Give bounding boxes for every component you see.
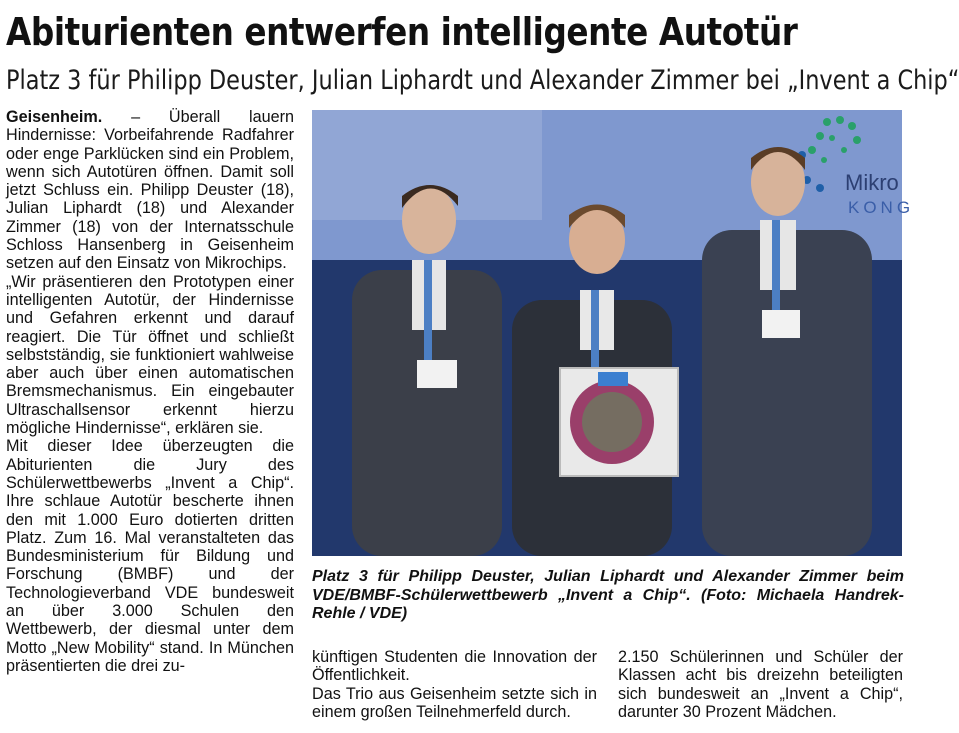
paragraph-1 <box>6 108 294 273</box>
article-column-1 <box>6 108 294 675</box>
headline: Abiturienten entwerfen intelligente Autotür <box>6 10 798 54</box>
col2-paragraph-1: künftigen Studenten die Innovation der Öffentlichkeit. <box>312 648 597 685</box>
photo-caption: Platz 3 für Philipp Deuster, Julian Liphardt und Alexander Zimmer beim VDE/BMBF-Schülerwettbewerb „Invent a Chip“. (Foto: Michaela Handrek-Rehle / VDE) <box>312 568 904 622</box>
paragraph-3: Mit dieser Idee überzeugten die Abiturienten die Jury des Schülerwettbewerbs „Invent a Chip“. Ihre schlaue Autotür bescherte ihnen den mit 1.000 Euro dotierten dritten Platz. Zum 16. Mal veranstalteten das Bundesministerium für Bildung und Forschung (BMBF) und der Technologieverband VDE bundesweit an über 3.000 Schulen den Wettbewerb, der diesmal unter dem Motto „New Mobility“ stand. In München präsentierten die drei zu- <box>6 437 294 675</box>
backdrop-text-1: Mikro <box>845 170 899 195</box>
paragraph-1-text: – Überall lauern Hindernisse: Vorbeifahrende Radfahrer oder enge Parklücken sind ein Problem, wenn sich Autotüren öffnen. Damit soll jetzt Schluss ein. Philipp Deuster (18), Julian Liphardt (18) und Alexander Zimmer (18) von der Internatsschule Schloss Hansenberg in Geisenheim setzen auf den Einsatz von Mikrochips. <box>6 108 295 273</box>
paragraph-2: „Wir präsentieren den Prototypen einer intelligenten Autotür, der Hindernisse und Gefahren erkennt und darauf reagiert. Die Tür öffnet und schließt selbstständig, sie funktioniert wahlweise aber auch über einen automatischen Bremsmechanismus. Ein eingebauter Ultraschallsensor erkennt hierzu mögliche Hindernisse“, erklären sie. <box>6 272 294 438</box>
article-photo <box>312 110 915 556</box>
backdrop-text-2: KONG <box>848 198 915 217</box>
col3-paragraph-1: 2.150 Schülerinnen und Schüler der Klassen acht bis dreizehn beteiligten sich bundesweit an „Invent a Chip“, darunter 30 Prozent Mädchen. <box>618 648 903 721</box>
article-column-3 <box>618 648 903 721</box>
photo-illustration <box>312 110 915 556</box>
col2-paragraph-2: Das Trio aus Geisenheim setzte sich in einem großen Teilnehmerfeld durch. <box>312 684 597 721</box>
subheadline: Platz 3 für Philipp Deuster, Julian Liphardt und Alexander Zimmer bei „Invent a Chip“ <box>6 65 959 96</box>
article-column-2 <box>312 648 597 721</box>
dateline: Geisenheim. <box>6 108 103 126</box>
